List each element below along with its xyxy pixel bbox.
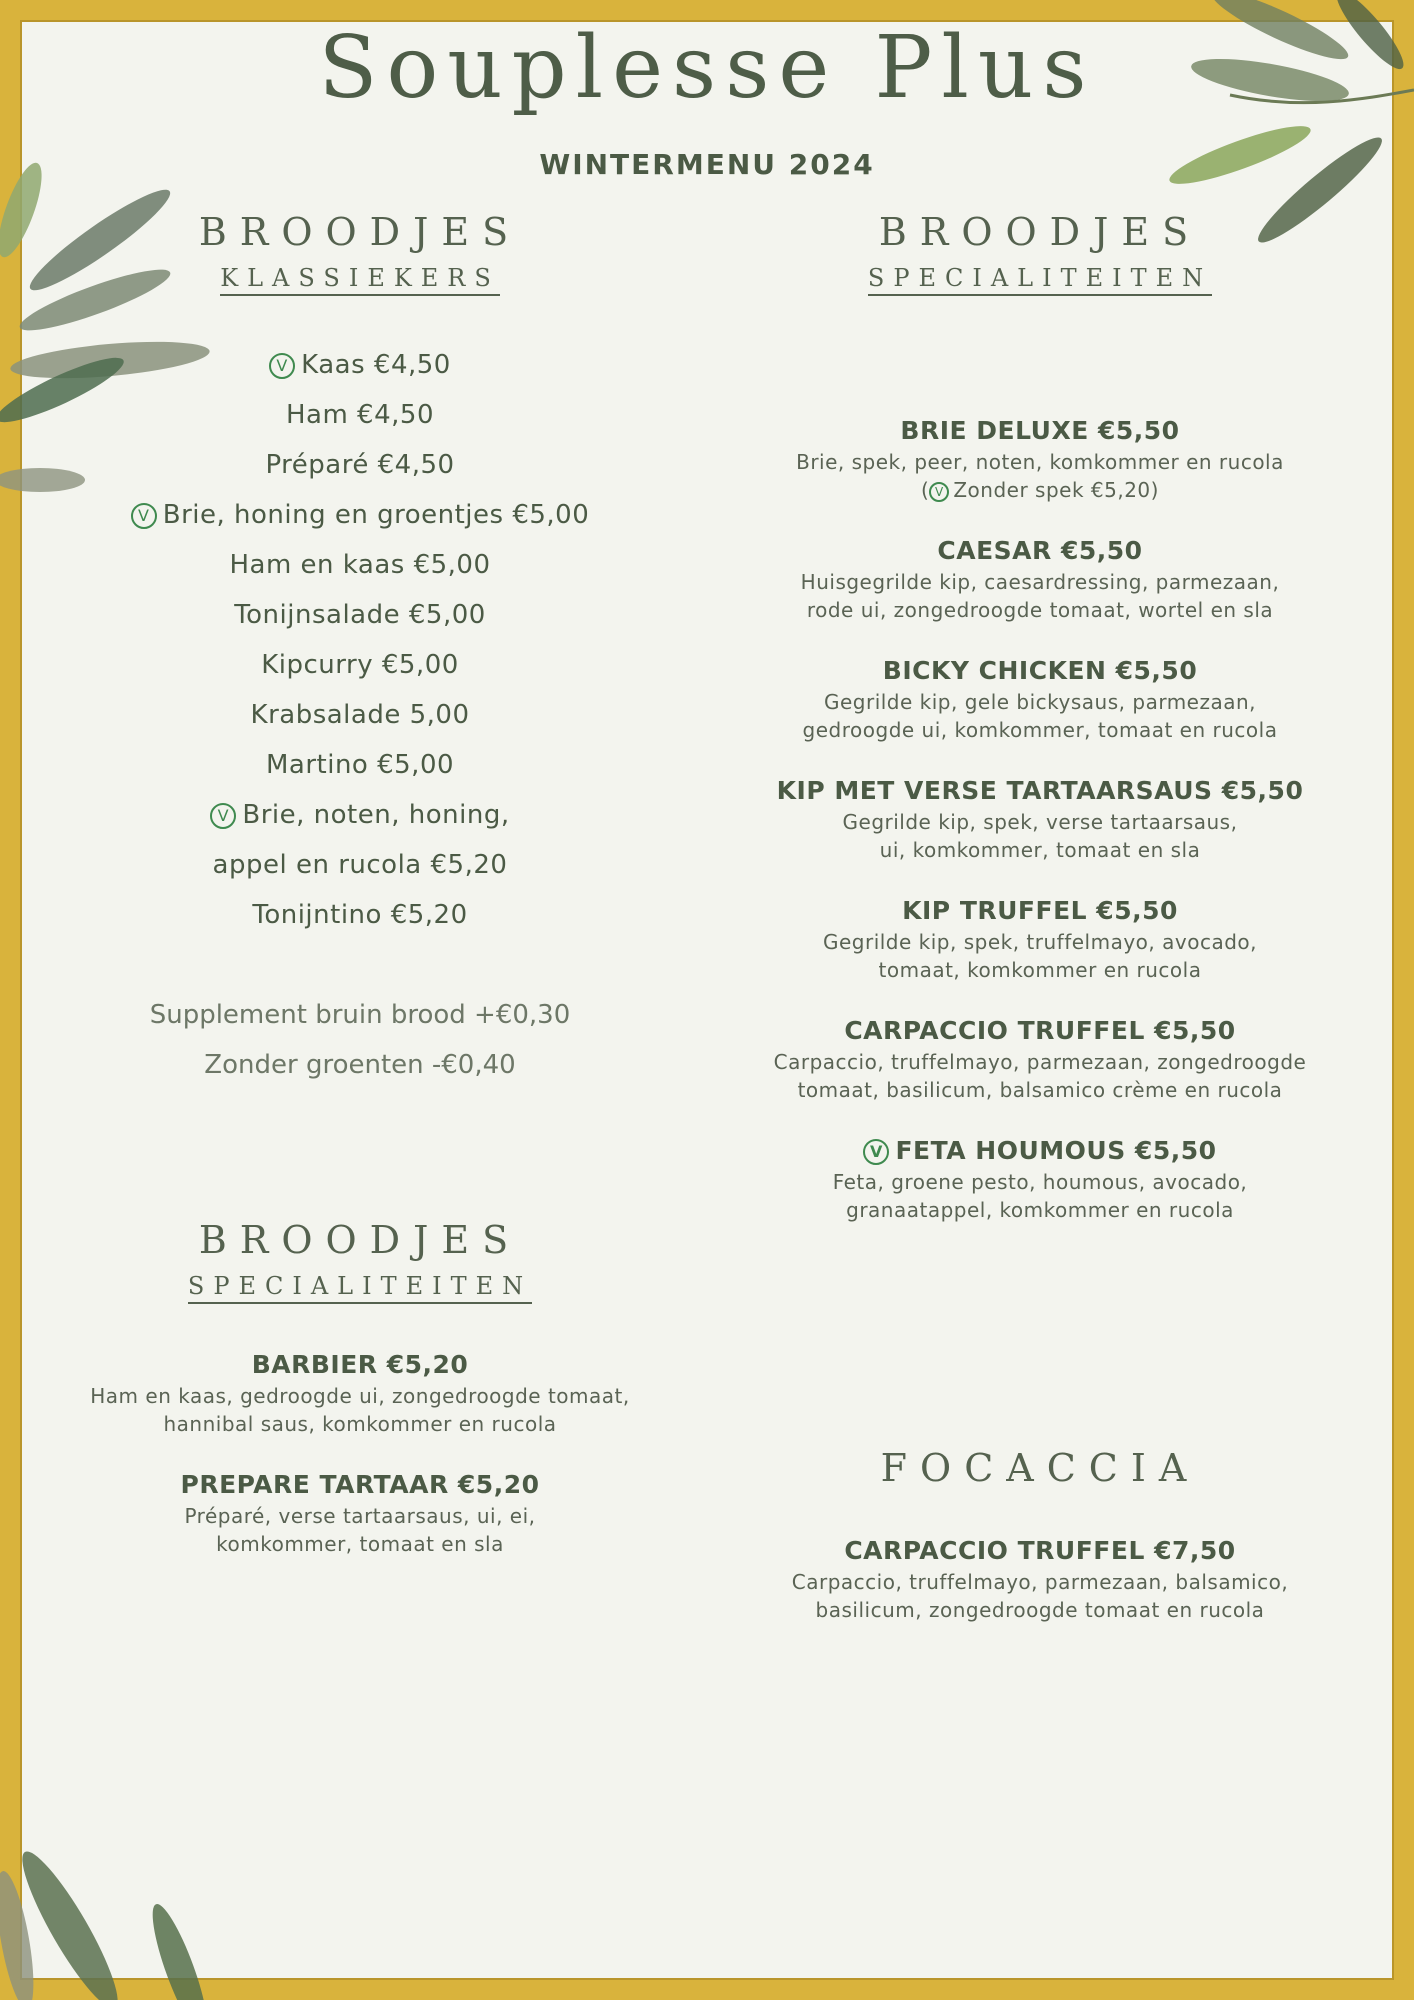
- vegetarian-icon: V: [269, 353, 295, 379]
- menu-item: [60, 440, 660, 490]
- menu-item-label: Brie, honing en groentjes €5,00: [162, 500, 590, 530]
- menu-item-label: Préparé €4,50: [265, 450, 455, 480]
- menu-item: [60, 790, 660, 840]
- menu-subtitle: WINTERMENU 2024: [539, 148, 875, 181]
- special-item-title: KIP TRUFFEL €5,50: [902, 896, 1178, 925]
- menu-item-label: Kaas €4,50: [301, 350, 451, 380]
- supplement-item: Zonder groenten -€0,40: [204, 1050, 516, 1080]
- menu-item-label: Ham en kaas €5,00: [229, 550, 491, 580]
- special-item-title: PREPARE TARTAAR €5,20: [180, 1470, 540, 1499]
- section-heading: BROODJES: [198, 210, 522, 254]
- leaf-decoration-bottom-left: [0, 1820, 230, 2000]
- section-right-specials: [720, 210, 1360, 1254]
- special-item-name: [720, 654, 1360, 688]
- special-item: [720, 1534, 1360, 1624]
- supplements-list: [60, 990, 660, 1090]
- menu-item-label: Brie, noten, honing,: [242, 800, 510, 830]
- special-item-name: [720, 1534, 1360, 1568]
- special-item: [60, 1468, 660, 1558]
- special-item: [720, 654, 1360, 744]
- vegetarian-icon: V: [929, 482, 949, 502]
- menu-item: [60, 690, 660, 740]
- specials-list: [60, 1348, 660, 1558]
- menu-item-label: appel en rucola €5,20: [212, 850, 508, 880]
- special-item-description: Carpaccio, truffelmayo, parmezaan, zongedroogde: [773, 1050, 1307, 1074]
- special-item-description: Carpaccio, truffelmayo, parmezaan, balsamico,: [791, 1570, 1289, 1594]
- menu-item: [60, 640, 660, 690]
- special-item-note: ( V Zonder spek €5,20): [921, 478, 1159, 502]
- focaccia-list: [720, 1534, 1360, 1624]
- section-left-specials: [60, 1218, 660, 1588]
- special-item: [720, 414, 1360, 504]
- special-item-title: BARBIER €5,20: [251, 1350, 469, 1379]
- special-item-name: [720, 1134, 1360, 1168]
- special-item: [720, 774, 1360, 864]
- special-item-title: BICKY CHICKEN €5,50: [882, 656, 1198, 685]
- menu-item: [60, 490, 660, 540]
- menu-item-label: Ham €4,50: [285, 400, 434, 430]
- menu-item: [60, 890, 660, 940]
- special-item-title: FETA HOUMOUS €5,50: [895, 1136, 1217, 1165]
- special-item: [720, 894, 1360, 984]
- special-item-name: [60, 1468, 660, 1502]
- special-item: [60, 1348, 660, 1438]
- special-item-title: BRIE DELUXE €5,50: [900, 416, 1180, 445]
- menu-item: [60, 540, 660, 590]
- section-subheading: SPECIALITEITEN: [868, 264, 1212, 296]
- vegetarian-icon: V: [863, 1139, 889, 1165]
- menu-item-label: Krabsalade 5,00: [250, 700, 470, 730]
- special-item-description: tomaat, komkommer en rucola: [878, 958, 1202, 982]
- special-item-description: tomaat, basilicum, balsamico crème en rucola: [797, 1078, 1283, 1102]
- special-item-description: Gegrilde kip, spek, verse tartaarsaus,: [842, 810, 1238, 834]
- section-heading: BROODJES: [878, 210, 1202, 254]
- special-item-title: KIP MET VERSE TARTAARSAUS €5,50: [776, 776, 1304, 805]
- special-item: [720, 534, 1360, 624]
- special-item-description: gedroogde ui, komkommer, tomaat en rucola: [802, 718, 1278, 742]
- special-item-name: [720, 894, 1360, 928]
- special-item-name: [720, 414, 1360, 448]
- section-heading: BROODJES: [198, 1218, 522, 1262]
- section-heading: FOCACCIA: [880, 1446, 1200, 1490]
- special-item-description: rode ui, zongedroogde tomaat, wortel en sla: [806, 598, 1274, 622]
- menu-item: [60, 840, 660, 890]
- special-item-title: CARPACCIO TRUFFEL €7,50: [844, 1536, 1236, 1565]
- special-item-name: [720, 534, 1360, 568]
- special-item-description: ui, komkommer, tomaat en sla: [879, 838, 1201, 862]
- menu-item: [60, 390, 660, 440]
- special-item-description: hannibal saus, komkommer en rucola: [163, 1412, 557, 1436]
- section-classics: [60, 210, 660, 1090]
- special-item: [720, 1014, 1360, 1104]
- section-subheading: SPECIALITEITEN: [188, 1272, 532, 1304]
- menu-item-label: Kipcurry €5,00: [261, 650, 459, 680]
- special-item-description: Ham en kaas, gedroogde ui, zongedroogde tomaat,: [90, 1384, 630, 1408]
- special-item-description: Préparé, verse tartaarsaus, ui, ei,: [184, 1504, 536, 1528]
- special-item-description: Feta, groene pesto, houmous, avocado,: [832, 1170, 1248, 1194]
- special-item-description: Gegrilde kip, spek, truffelmayo, avocado,: [822, 930, 1258, 954]
- section-subheading: KLASSIEKERS: [220, 264, 500, 296]
- special-item-title: CAESAR €5,50: [937, 536, 1143, 565]
- special-item-description: granaatappel, komkommer en rucola: [846, 1198, 1234, 1222]
- page-title: Souplesse Plus: [318, 18, 1096, 118]
- section-focaccia: [720, 1446, 1360, 1654]
- supplement-item: Supplement bruin brood +€0,30: [149, 1000, 571, 1030]
- menu-item-label: Martino €5,00: [265, 750, 455, 780]
- special-item-description: Huisgegrilde kip, caesardressing, parmezaan,: [800, 570, 1280, 594]
- menu-item: [60, 340, 660, 390]
- special-item-description: Gegrilde kip, gele bickysaus, parmezaan,: [823, 690, 1257, 714]
- vegetarian-icon: V: [131, 503, 157, 529]
- special-item-name: [720, 1014, 1360, 1048]
- menu-item: [60, 740, 660, 790]
- menu-item-label: Tonijntino €5,20: [252, 900, 468, 930]
- specials-list: [720, 414, 1360, 1224]
- classics-list: [60, 340, 660, 940]
- special-item: [720, 1134, 1360, 1224]
- special-item-description: komkommer, tomaat en sla: [216, 1532, 504, 1556]
- special-item-title: CARPACCIO TRUFFEL €5,50: [844, 1016, 1236, 1045]
- special-item-description: Brie, spek, peer, noten, komkommer en rucola: [796, 450, 1284, 474]
- special-item-description: basilicum, zongedroogde tomaat en rucola: [815, 1598, 1265, 1622]
- vegetarian-icon: V: [210, 803, 236, 829]
- menu-item-label: Tonijnsalade €5,00: [234, 600, 486, 630]
- special-item-name: [60, 1348, 660, 1382]
- special-item-note-text: Zonder spek €5,20: [953, 478, 1151, 502]
- menu-item: [60, 590, 660, 640]
- special-item-name: [720, 774, 1360, 808]
